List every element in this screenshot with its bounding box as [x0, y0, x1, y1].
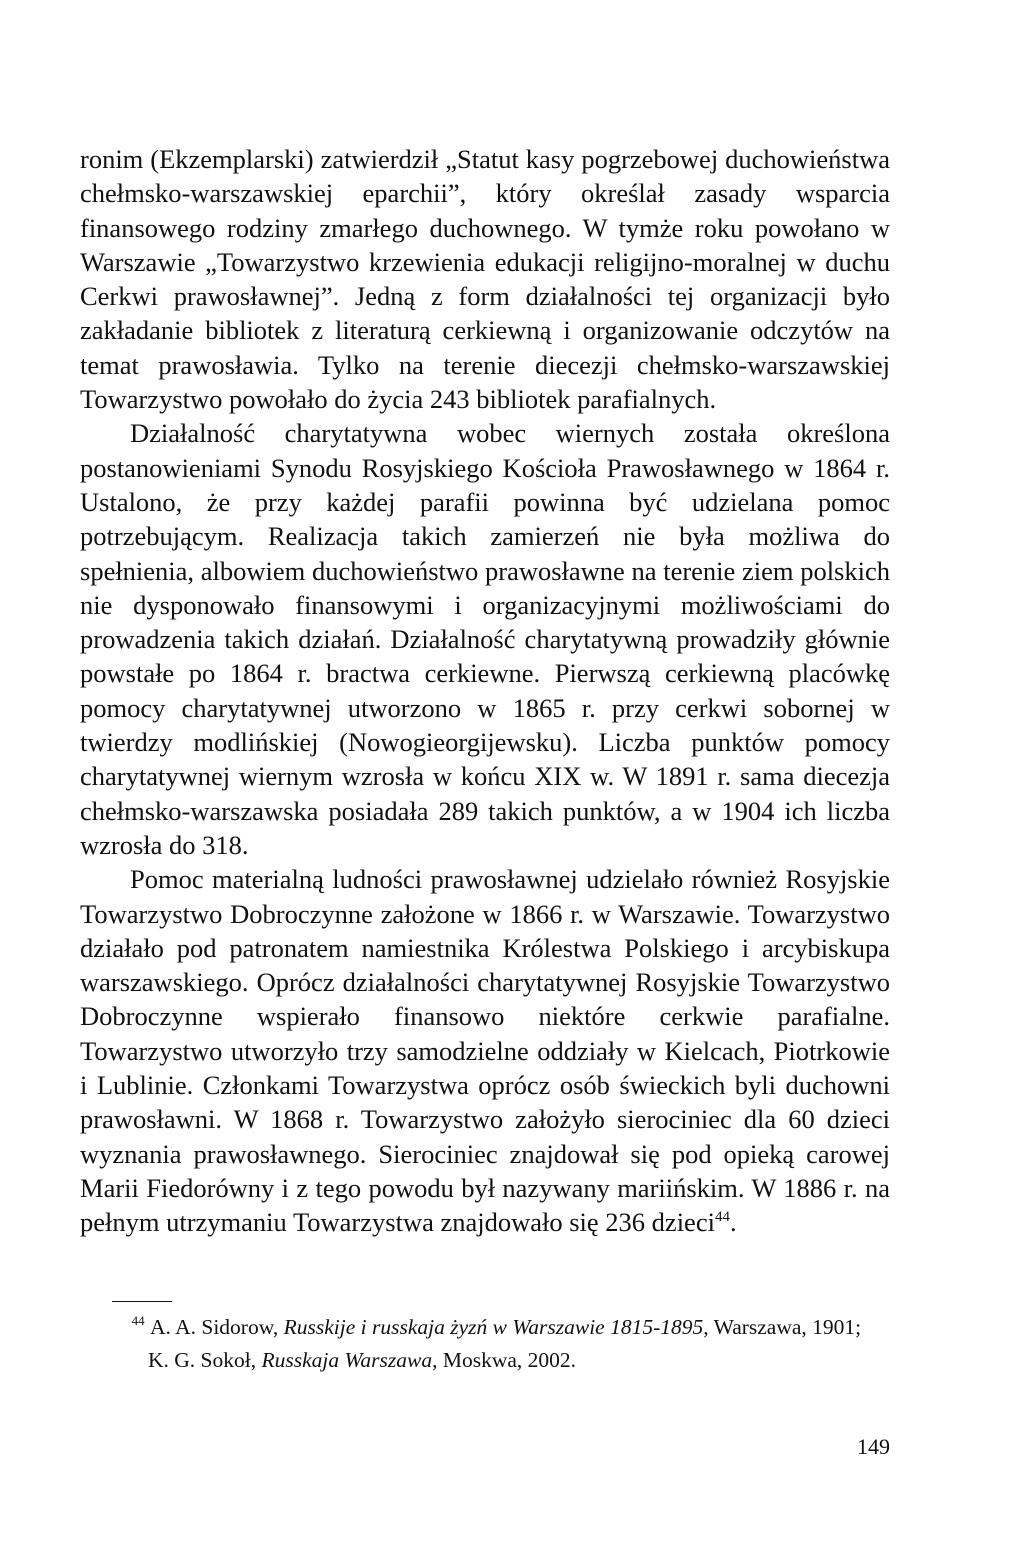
footnote-number: 44 — [131, 1313, 145, 1328]
footnote-title-2: Russkaja Warszawa — [261, 1348, 433, 1372]
paragraph-1: ronim (Ekzemplarski) zatwierdził „Statut kasy pogrzebowej duchowieństwa chełmsko-warszawskiej eparchii”, który określał zasady wsparcia finansowego rodziny zmarłego duchownego. W tymże roku powołano w Warszawie „Towarzystwo krzewienia edukacji religijno-moralnej w duchu Cerkwi prawosławnej”. Jedną z form działalności tej organizacji było zakładanie bibliotek z literaturą cerkiewną i organizowanie odczytów na temat prawosławia. Tylko na terenie diecezji chełmsko-warszawskiej Towarzystwo powołało do życia 243 bibliotek parafialnych. — [80, 144, 890, 415]
page-number: 149 — [857, 1434, 890, 1459]
paragraph-3-end: . — [729, 1207, 737, 1238]
footnote-rest-2: , Moskwa, 2002. — [432, 1348, 577, 1372]
paragraph-3 — [80, 862, 890, 1239]
footnote-rest-1: , Warszawa, 1901; — [703, 1315, 862, 1339]
paragraph-3-text: Pomoc materialną ludności prawosławnej udzielało również Rosyjskie Towarzystwo Dobroczynne założone w 1866 r. w Warszawie. Towarzystwo działało pod patronatem namiestnika Królestwa Polskiego i arcybiskupa warszawskiego. Oprócz działalności charytatywnej Rosyjskie Towarzystwo Dobroczynne wspierało finansowo niektóre cerkwie parafialne. Towarzystwo utworzyło trzy samodzielne oddziały w Kielcach, Piotrkowie i Lublinie. Członkami Towarzystwa oprócz osób świeckich byli duchowni prawosławni. W 1868 r. Towarzystwo założyło sierociniec dla 60 dzieci wyznania prawosławnego. Sierociniec znajdował się pod opieką carowej Marii Fiedorówny i z tego powodu był nazywany mariińskim. W 1886 r. na pełnym utrzymaniu Towarzystwa znajdowało się 236 dzieci — [80, 864, 890, 1238]
footnote-line-1 — [80, 1311, 890, 1344]
paragraph-2: Działalność charytatywna wobec wiernych została określona postanowieniami Synodu Rosyjskiego Kościoła Prawosławnego w 1864 r. Ustalono, że przy każdej parafii powinna być udzielana pomoc potrzebującym. Realizacja takich zamierzeń nie była możliwa do spełnienia, albowiem duchowieństwo prawosławne na terenie ziem polskich nie dysponowało finansowymi i organizacyjnymi możliwościami do prowadzenia takich działań. Działalność charytatywną prowadziły głównie powstałe po 1864 r. bractwa cerkiewne. Pierwszą cerkiewną placówkę pomocy charytatywnej utworzono w 1865 r. przy cerkwi sobornej w twierdzy modlińskiej (Nowogieorgijewsku). Liczba punktów pomocy charytatywnej wiernym wzrosła w końcu XIX w. W 1891 r. sama diecezja chełmsko-warszawska posiadała 289 takich punktów, a w 1904 ich liczba wzrosła do 318. — [80, 418, 890, 860]
footnote-author-1: A. A. Sidorow, — [150, 1315, 284, 1339]
footnote — [80, 1311, 890, 1377]
footnote-reference: 44 — [714, 1209, 730, 1226]
footnote-marker — [80, 1311, 150, 1344]
footnote-title-1: Russkije i russkaja żyzń w Warszawie 1815-1895 — [283, 1315, 704, 1339]
main-text — [80, 142, 890, 1240]
footnote-line-2 — [80, 1344, 890, 1377]
footnote-author-2: K. G. Sokoł, — [148, 1348, 262, 1372]
footnote-separator — [112, 1301, 172, 1302]
